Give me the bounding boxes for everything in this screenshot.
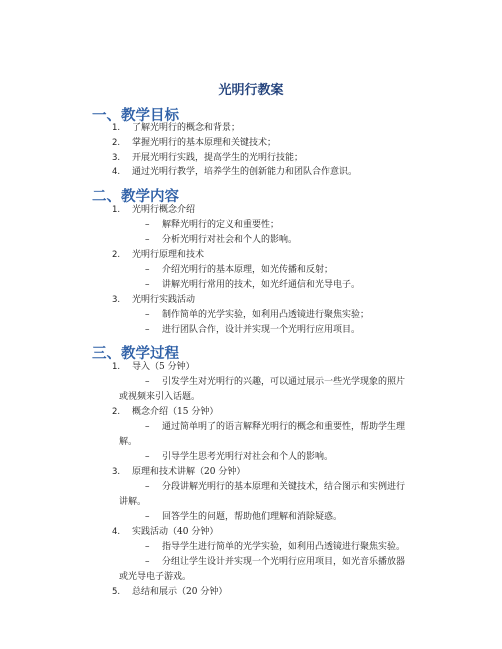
sub-item-continuation: 解。 xyxy=(119,437,138,447)
dash-bullet: – xyxy=(145,452,150,462)
dash-bullet: – xyxy=(145,325,150,335)
list-number: 3. xyxy=(112,153,121,163)
list-number: 2. xyxy=(112,138,121,148)
dash-bullet: – xyxy=(145,512,150,522)
section-heading-content: 二、教学内容 xyxy=(92,189,179,205)
sub-item-text: 分析光明行对社会和个人的影响。 xyxy=(162,235,298,245)
dash-bullet: – xyxy=(145,310,150,320)
sub-item-text: 引导学生思考光明行对社会和个人的影响。 xyxy=(162,452,334,462)
list-item-text: 光明行实践活动 xyxy=(132,295,196,305)
list-item-text: 总结和展示（20 分钟） xyxy=(132,587,228,597)
sub-item-text: 进行团队合作，设计并实现一个光明行应用项目。 xyxy=(162,325,361,335)
list-item-text: 了解光明行的概念和背景； xyxy=(132,123,241,133)
list-number: 2. xyxy=(112,250,121,260)
sub-item-text: 回答学生的问题，帮助他们理解和消除疑惑。 xyxy=(162,512,343,522)
sub-item-continuation: 讲解。 xyxy=(119,497,147,507)
sub-item-text: 介绍光明行的基本原理，如光传播和反射； xyxy=(162,265,334,275)
document-title: 光明行教案 xyxy=(218,83,284,98)
list-number: 2. xyxy=(112,407,121,417)
sub-item-text: 指导学生进行简单的光学实验，如利用凸透镜进行聚焦实验。 xyxy=(162,542,406,552)
sub-item-text: 分组让学生设计并实现一个光明行应用项目，如光音乐播放器 xyxy=(162,557,406,567)
list-item-text: 光明行概念介绍 xyxy=(132,205,196,215)
dash-bullet: – xyxy=(145,265,150,275)
list-item-text: 开展光明行实践，提高学生的光明行技能； xyxy=(132,153,304,163)
list-number: 5. xyxy=(112,587,121,597)
list-item-text: 掌握光明行的基本原理和关键技术； xyxy=(132,138,277,148)
list-number: 3. xyxy=(112,295,121,305)
sub-item-text: 讲解光明行常用的技术，如光纤通信和光导电子。 xyxy=(162,280,361,290)
list-item-text: 原理和技术讲解（20 分钟） xyxy=(132,467,246,477)
sub-item-continuation: 或视频来引入话题。 xyxy=(119,392,201,402)
sub-item-continuation: 或光导电子游戏。 xyxy=(119,572,192,582)
dash-bullet: – xyxy=(145,235,150,245)
sub-item-text: 分段讲解光明行的基本原理和关键技术，结合图示和实例进行 xyxy=(162,482,406,492)
section-heading-process: 三、教学过程 xyxy=(92,346,179,362)
sub-item-text: 通过简单明了的语言解释光明行的概念和重要性，帮助学生理 xyxy=(162,422,406,432)
dash-bullet: – xyxy=(145,220,150,230)
list-item-text: 实践活动（40 分钟） xyxy=(132,527,219,537)
dash-bullet: – xyxy=(145,482,150,492)
list-item-text: 概念介绍（15 分钟） xyxy=(132,407,219,417)
list-number: 4. xyxy=(112,527,121,537)
list-item-text: 通过光明行教学，培养学生的创新能力和团队合作意识。 xyxy=(132,167,358,177)
list-number: 3. xyxy=(112,467,121,477)
list-item-text: 导入（5 分钟） xyxy=(132,362,195,372)
section-heading-objectives: 一、教学目标 xyxy=(92,108,179,124)
list-number: 4. xyxy=(112,167,121,177)
dash-bullet: – xyxy=(145,377,150,387)
list-number: 1. xyxy=(112,362,121,372)
sub-item-text: 解释光明行的定义和重要性； xyxy=(162,220,280,230)
list-item-text: 光明行原理和技术 xyxy=(132,250,205,260)
dash-bullet: – xyxy=(145,557,150,567)
dash-bullet: – xyxy=(145,280,150,290)
list-number: 1. xyxy=(112,205,121,215)
dash-bullet: – xyxy=(145,422,150,432)
dash-bullet: – xyxy=(145,542,150,552)
sub-item-text: 引发学生对光明行的兴趣，可以通过展示一些光学现象的照片 xyxy=(162,377,406,387)
sub-item-text: 制作简单的光学实验，如利用凸透镜进行聚焦实验； xyxy=(162,310,370,320)
list-number: 1. xyxy=(112,123,121,133)
